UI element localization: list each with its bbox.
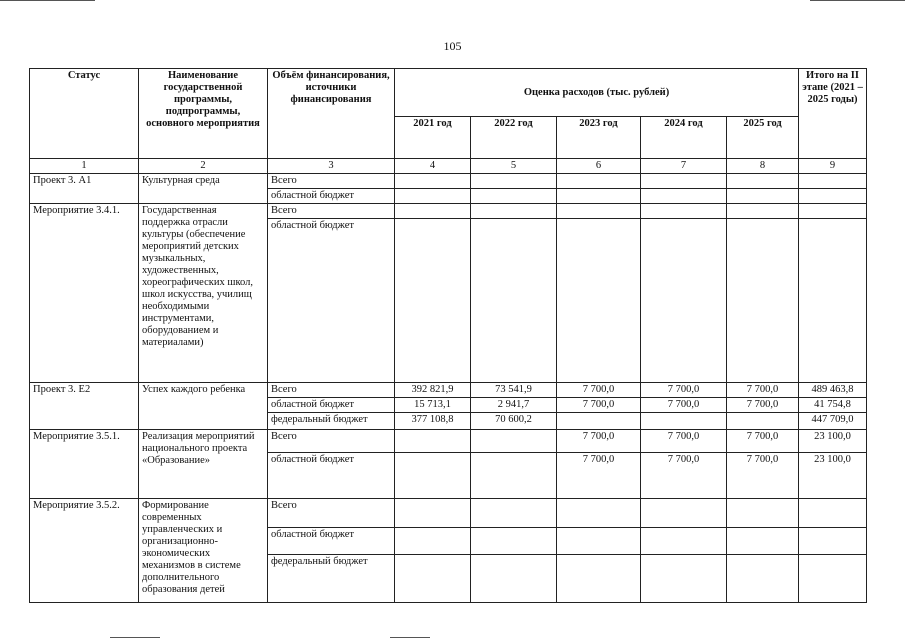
header-year: 2024 год bbox=[641, 117, 727, 159]
value-cell bbox=[641, 499, 727, 528]
top-rule-left bbox=[0, 0, 95, 1]
column-number: 3 bbox=[268, 159, 395, 174]
value-cell bbox=[471, 189, 557, 204]
column-number: 4 bbox=[395, 159, 471, 174]
table-row bbox=[30, 204, 867, 219]
value-cell bbox=[395, 189, 471, 204]
value-cell bbox=[557, 528, 641, 555]
value-cell bbox=[471, 204, 557, 219]
name-cell: Успех каждого ребенка bbox=[139, 383, 268, 430]
value-cell bbox=[799, 219, 867, 383]
value-cell bbox=[727, 189, 799, 204]
value-cell bbox=[799, 174, 867, 189]
value-cell bbox=[641, 204, 727, 219]
value-cell bbox=[557, 555, 641, 603]
value-cell bbox=[395, 219, 471, 383]
value-cell: 73 541,9 bbox=[471, 383, 557, 398]
column-number: 2 bbox=[139, 159, 268, 174]
source-cell: областной бюджет bbox=[268, 528, 395, 555]
value-cell bbox=[727, 528, 799, 555]
name-cell: Реализация мероприятий национального проекта «Образование» bbox=[139, 430, 268, 499]
value-cell: 23 100,0 bbox=[799, 453, 867, 499]
value-cell: 377 108,8 bbox=[395, 413, 471, 430]
value-cell bbox=[395, 174, 471, 189]
value-cell bbox=[727, 204, 799, 219]
top-rule-right bbox=[810, 0, 905, 1]
header-volume: Объём финансирования, источники финансирования bbox=[268, 69, 395, 159]
value-cell bbox=[641, 413, 727, 430]
source-cell: Всего bbox=[268, 430, 395, 453]
value-cell bbox=[727, 499, 799, 528]
value-cell: 7 700,0 bbox=[727, 398, 799, 413]
value-cell: 7 700,0 bbox=[641, 430, 727, 453]
value-cell bbox=[799, 528, 867, 555]
value-cell: 7 700,0 bbox=[557, 430, 641, 453]
table-row bbox=[30, 383, 867, 398]
source-cell: Всего bbox=[268, 174, 395, 189]
source-cell: федеральный бюджет bbox=[268, 413, 395, 430]
value-cell: 70 600,2 bbox=[471, 413, 557, 430]
value-cell: 2 941,7 bbox=[471, 398, 557, 413]
value-cell bbox=[471, 219, 557, 383]
value-cell bbox=[471, 499, 557, 528]
source-cell: федеральный бюджет bbox=[268, 555, 395, 603]
value-cell bbox=[557, 499, 641, 528]
source-cell: областной бюджет bbox=[268, 453, 395, 499]
value-cell bbox=[557, 413, 641, 430]
value-cell: 392 821,9 bbox=[395, 383, 471, 398]
value-cell bbox=[799, 555, 867, 603]
status-cell: Проект 3. А1 bbox=[30, 174, 139, 204]
value-cell: 7 700,0 bbox=[641, 398, 727, 413]
value-cell bbox=[641, 174, 727, 189]
value-cell bbox=[727, 413, 799, 430]
status-cell: Мероприятие 3.4.1. bbox=[30, 204, 139, 383]
header-estimate: Оценка расходов (тыс. рублей) bbox=[395, 69, 799, 117]
table-row bbox=[30, 499, 867, 528]
status-cell: Мероприятие 3.5.2. bbox=[30, 499, 139, 603]
value-cell bbox=[799, 189, 867, 204]
value-cell: 41 754,8 bbox=[799, 398, 867, 413]
value-cell bbox=[727, 219, 799, 383]
header-year: 2022 год bbox=[471, 117, 557, 159]
bottom-rule-left bbox=[110, 637, 160, 638]
value-cell bbox=[557, 219, 641, 383]
value-cell bbox=[557, 204, 641, 219]
status-cell: Мероприятие 3.5.1. bbox=[30, 430, 139, 499]
name-cell: Государственная поддержка отрасли культуры (обеспечение мероприятий детских музыкальных, художественных, хореографических школ, школ искусства, училищ необходимыми инструментами, оборудованием и материалами) bbox=[139, 204, 268, 383]
value-cell bbox=[395, 555, 471, 603]
column-number: 5 bbox=[471, 159, 557, 174]
table-row bbox=[30, 174, 867, 189]
source-cell: Всего bbox=[268, 204, 395, 219]
column-number: 1 bbox=[30, 159, 139, 174]
header-year: 2023 год bbox=[557, 117, 641, 159]
value-cell bbox=[557, 174, 641, 189]
name-cell: Формирование современных управленческих и организационно-экономических механизмов в системе дополнительного образования детей bbox=[139, 499, 268, 603]
value-cell: 7 700,0 bbox=[727, 430, 799, 453]
value-cell bbox=[471, 430, 557, 453]
value-cell: 7 700,0 bbox=[641, 453, 727, 499]
value-cell: 7 700,0 bbox=[727, 383, 799, 398]
value-cell bbox=[395, 528, 471, 555]
value-cell bbox=[395, 204, 471, 219]
value-cell bbox=[395, 453, 471, 499]
value-cell bbox=[641, 219, 727, 383]
value-cell: 15 713,1 bbox=[395, 398, 471, 413]
value-cell bbox=[395, 430, 471, 453]
value-cell: 7 700,0 bbox=[557, 398, 641, 413]
value-cell bbox=[641, 189, 727, 204]
name-cell: Культурная среда bbox=[139, 174, 268, 204]
source-cell: Всего bbox=[268, 383, 395, 398]
bottom-rule-right bbox=[390, 637, 430, 638]
value-cell bbox=[641, 555, 727, 603]
column-number: 9 bbox=[799, 159, 867, 174]
value-cell bbox=[471, 528, 557, 555]
value-cell: 447 709,0 bbox=[799, 413, 867, 430]
source-cell: Всего bbox=[268, 499, 395, 528]
header-status: Статус bbox=[30, 69, 139, 159]
value-cell bbox=[799, 204, 867, 219]
budget-table bbox=[29, 68, 867, 603]
value-cell bbox=[557, 189, 641, 204]
header-name: Наименование государственной программы, подпрограммы, основного мероприятия bbox=[139, 69, 268, 159]
column-number: 6 bbox=[557, 159, 641, 174]
source-cell: областной бюджет bbox=[268, 219, 395, 383]
value-cell bbox=[799, 499, 867, 528]
value-cell bbox=[471, 453, 557, 499]
value-cell bbox=[727, 555, 799, 603]
value-cell bbox=[471, 174, 557, 189]
header-year: 2025 год bbox=[727, 117, 799, 159]
value-cell: 7 700,0 bbox=[557, 383, 641, 398]
status-cell: Проект 3. Е2 bbox=[30, 383, 139, 430]
table-row bbox=[30, 430, 867, 453]
column-number: 7 bbox=[641, 159, 727, 174]
value-cell bbox=[641, 528, 727, 555]
value-cell bbox=[395, 499, 471, 528]
header-year: 2021 год bbox=[395, 117, 471, 159]
value-cell: 7 700,0 bbox=[727, 453, 799, 499]
value-cell: 7 700,0 bbox=[557, 453, 641, 499]
header-total: Итого на II этапе (2021 – 2025 годы) bbox=[799, 69, 867, 159]
source-cell: областной бюджет bbox=[268, 189, 395, 204]
value-cell bbox=[471, 555, 557, 603]
page-number: 105 bbox=[443, 39, 462, 53]
source-cell: областной бюджет bbox=[268, 398, 395, 413]
column-number: 8 bbox=[727, 159, 799, 174]
value-cell bbox=[727, 174, 799, 189]
value-cell: 23 100,0 bbox=[799, 430, 867, 453]
value-cell: 489 463,8 bbox=[799, 383, 867, 398]
value-cell: 7 700,0 bbox=[641, 383, 727, 398]
